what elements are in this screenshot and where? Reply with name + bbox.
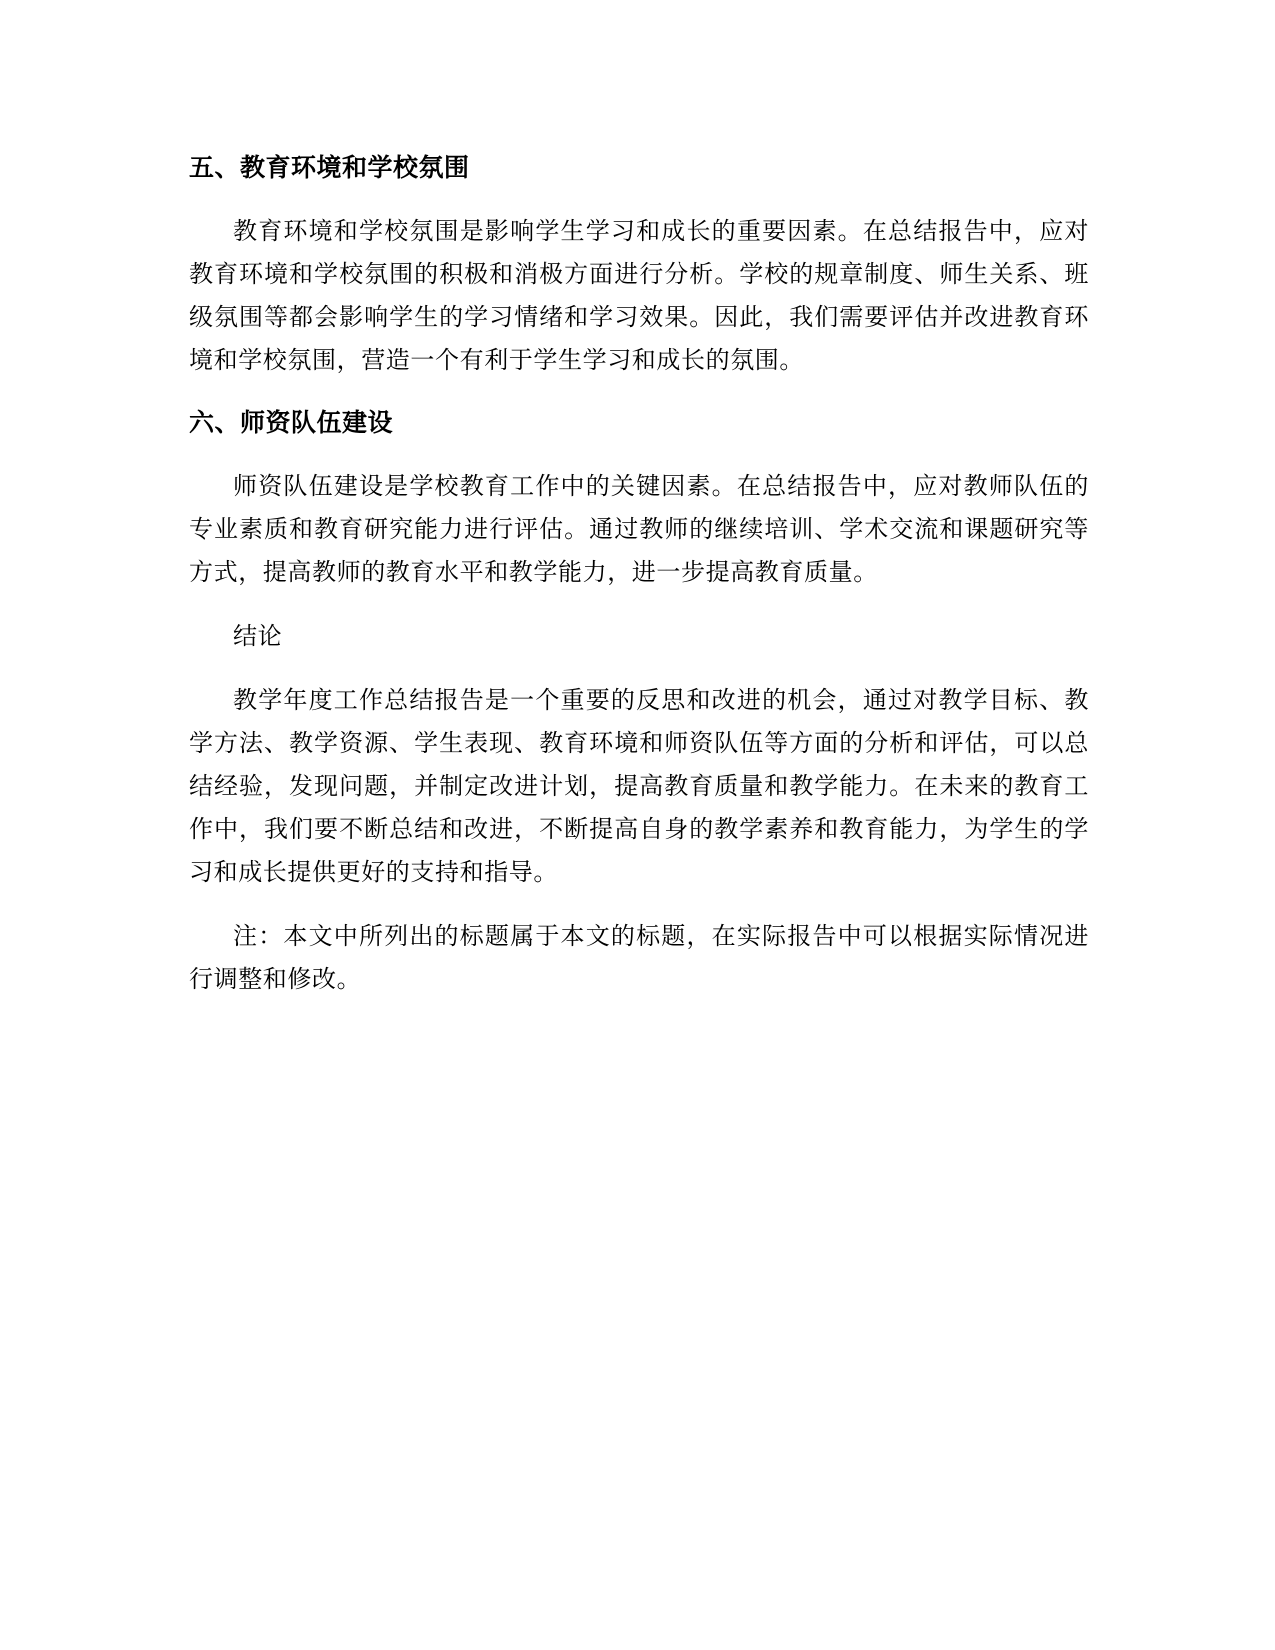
footnote: 注：本文中所列出的标题属于本文的标题，在实际报告中可以根据实际情况进行调整和修改。 (189, 922, 1089, 993)
conclusion-body: 教学年度工作总结报告是一个重要的反思和改进的机会，通过对教学目标、教学方法、教学资源、学生表现、教育环境和师资队伍等方面的分析和评估，可以总结经验，发现问题，并制定改进计划，提高教育质量和教学能力。在未来的教育工作中，我们要不断总结和改进，不断提高自身的教学素养和教育能力，为学生的学习和成长提供更好的支持和指导。 (189, 686, 1089, 886)
section-heading-education-environment: 五、教育环境和学校氛围 (189, 153, 470, 182)
conclusion-label: 结论 (233, 622, 283, 650)
section-body-teacher-team: 师资队伍建设是学校教育工作中的关键因素。在总结报告中，应对教师队伍的专业素质和教育研究能力进行评估。通过教师的继续培训、学术交流和课题研究等方式，提高教师的教育水平和教学能力，进一步提高教育质量。 (189, 472, 1089, 586)
section-heading-teacher-team: 六、师资队伍建设 (189, 408, 394, 437)
document-content (189, 148, 1089, 1022)
section-body-education-environment: 教育环境和学校氛围是影响学生学习和成长的重要因素。在总结报告中，应对教育环境和学校氛围的积极和消极方面进行分析。学校的规章制度、师生关系、班级氛围等都会影响学生的学习情绪和学习效果。因此，我们需要评估并改进教育环境和学校氛围，营造一个有利于学生学习和成长的氛围。 (189, 217, 1089, 374)
